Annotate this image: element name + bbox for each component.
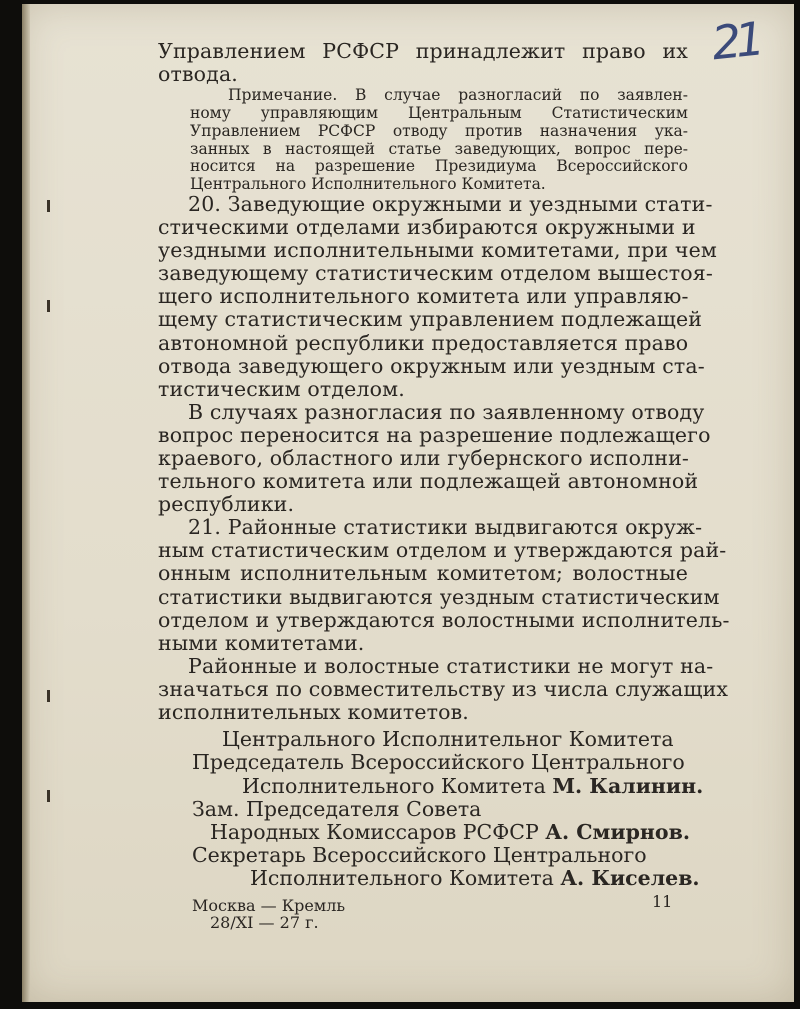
binding-mark bbox=[47, 200, 50, 212]
text-line: занных в настоящей статье заведующих, вопрос пере- bbox=[190, 139, 688, 158]
signature-title: Центрального Исполнительног Комитета bbox=[222, 727, 674, 752]
text-line: краевого, областного или губернского исполни- bbox=[158, 446, 689, 470]
signature-line bbox=[158, 844, 688, 867]
text-line: носится на разрешение Президиума Всероссийского bbox=[190, 157, 688, 176]
signatory-name: М. Калинин. bbox=[552, 773, 704, 798]
signature-line bbox=[158, 728, 688, 751]
date-line: 28/XI — 27 г. bbox=[210, 912, 319, 932]
text-line: щему статистическим управлением подлежащей bbox=[158, 307, 703, 332]
text-line: 20. Заведующие окружными и уездными стати- bbox=[188, 191, 713, 216]
text-line: Примечание. В случае разногласий по заявлен- bbox=[228, 86, 688, 105]
paragraphs bbox=[158, 39, 730, 725]
text-line: ными комитетами. bbox=[158, 630, 365, 655]
signature-title: Исполнительного Комитета bbox=[250, 866, 561, 891]
signatory-name: А. Смирнов. bbox=[545, 819, 690, 844]
signature-line bbox=[158, 866, 700, 891]
text-line: исполнительных комитетов. bbox=[158, 700, 469, 725]
body-paragraph bbox=[158, 40, 688, 86]
body-paragraph bbox=[158, 653, 729, 725]
text-line: Районные и волостные статистики не могут на- bbox=[188, 653, 714, 678]
document-text bbox=[158, 39, 730, 932]
text-line: статистики выдвигаются уездным статистическим bbox=[158, 584, 720, 609]
body-paragraph bbox=[158, 399, 711, 517]
place-line: Москва — Кремль bbox=[192, 895, 346, 915]
text-line: тельного комитета или подлежащей автономной bbox=[158, 469, 699, 494]
binding-mark bbox=[47, 790, 50, 802]
text-line: В случаях разногласия по заявленному отводу bbox=[188, 399, 705, 424]
text-line: Центрального Исполнительного Комитета. bbox=[190, 175, 546, 194]
signature-title: Народных Комиссаров РСФСР bbox=[210, 819, 546, 844]
signature-title: Председатель Всероссийского Центрального bbox=[192, 750, 685, 775]
note-paragraph bbox=[158, 88, 688, 193]
signature-block bbox=[158, 727, 704, 891]
binding-edge bbox=[22, 4, 30, 1002]
text-line: ному управляющим Центральным Статистическим bbox=[190, 103, 688, 122]
text-line: заведующему статистическим отделом вышестоя- bbox=[158, 261, 713, 286]
text-line: ным статистическим отделом и утверждаются рай- bbox=[158, 538, 727, 563]
binding-mark bbox=[47, 690, 50, 702]
text-line: отделом и утверждаются волостными исполнитель- bbox=[158, 607, 730, 632]
signature-title: Секретарь Всероссийского Центрального bbox=[192, 843, 647, 868]
signature-title: Исполнительного Комитета bbox=[242, 773, 553, 798]
signatory-name: А. Киселев. bbox=[560, 866, 700, 891]
signature-title: Зам. Председателя Совета bbox=[192, 796, 482, 821]
text-line: республики. bbox=[158, 492, 295, 517]
signature-line bbox=[158, 798, 688, 821]
text-line: вопрос переносится на разрешение подлежащего bbox=[158, 422, 711, 447]
handwritten-folio-number: 21 bbox=[709, 11, 762, 71]
text-line: отвода. bbox=[158, 62, 238, 87]
text-line: стическими отделами избираются окружными и bbox=[158, 215, 696, 240]
page-number: 11 bbox=[652, 892, 673, 911]
text-line: уездными исполнительными комитетами, при чем bbox=[158, 238, 717, 263]
signature-line bbox=[158, 821, 688, 844]
text-line: Управлением РСФСР принадлежит право их bbox=[158, 39, 688, 63]
text-line: Управлением РСФСР отводу против назначения ука- bbox=[190, 121, 688, 140]
signature-line bbox=[158, 751, 688, 774]
body-paragraph bbox=[158, 191, 717, 401]
text-line: значаться по совместительству из числа служащих bbox=[158, 676, 729, 701]
body-paragraph bbox=[158, 515, 730, 655]
document-page bbox=[22, 4, 794, 1002]
text-line: автономной республики предоставляется право bbox=[158, 330, 689, 355]
binding-mark bbox=[47, 300, 50, 312]
text-line: щего исполнительного комитета или управляю- bbox=[158, 284, 689, 309]
signature-line bbox=[158, 773, 704, 798]
text-line: тистическим отделом. bbox=[158, 376, 405, 401]
text-line: отвода заведующего окружным или уездным ста- bbox=[158, 353, 705, 378]
text-line: 21. Районные статистики выдвигаются окруж- bbox=[188, 515, 703, 540]
text-line: онным исполнительным комитетом; волостные bbox=[158, 561, 688, 586]
